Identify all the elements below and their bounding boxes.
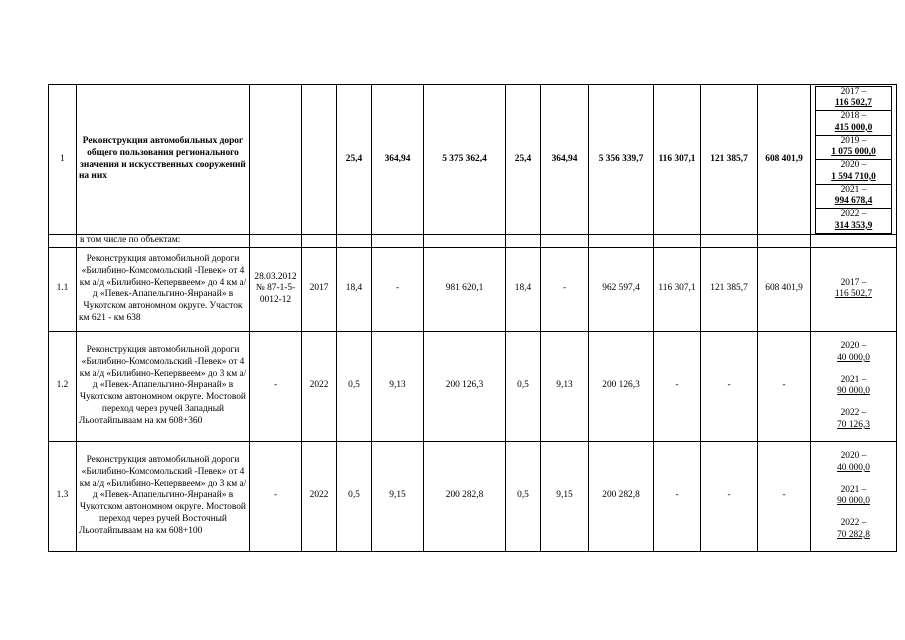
- commission-year: 2017: [302, 247, 337, 331]
- approval-cell: 28.03.2012 № 87-1-5-0012-12: [250, 247, 302, 331]
- plan-amount: 90 000,0: [837, 386, 870, 397]
- plan-year: 2022 –: [840, 209, 867, 219]
- plan-amount: 994 678,4: [834, 196, 873, 207]
- cell-c3: 200 126,3: [424, 331, 506, 441]
- cell-c7: 116 307,1: [654, 85, 701, 235]
- plan-year: 2022 –: [840, 408, 867, 418]
- commission-year: [302, 85, 337, 235]
- plan-year: 2018 –: [840, 111, 867, 121]
- cell-c3: 981 620,1: [424, 247, 506, 331]
- row-number: 1: [49, 85, 77, 235]
- cell-c3: 200 282,8: [424, 441, 506, 551]
- table-row: [49, 331, 897, 441]
- cell-c4: 18,4: [506, 247, 541, 331]
- table-row-total: [49, 85, 897, 235]
- plan-amount: 415 000,0: [834, 122, 873, 133]
- cell-c2: 9,13: [372, 331, 424, 441]
- cell-c7: -: [654, 331, 701, 441]
- cell-c4: 0,5: [506, 441, 541, 551]
- table-row: [49, 247, 897, 331]
- cell-c3: 5 375 362,4: [424, 85, 506, 235]
- plan-entry: [816, 209, 891, 233]
- cell-c1: 0,5: [337, 441, 372, 551]
- cell-c9: 608 401,9: [758, 85, 811, 235]
- financing-plan: [811, 247, 897, 331]
- cell-c2: 9,15: [372, 441, 424, 551]
- plan-amount: 116 502,7: [835, 98, 872, 109]
- cell-c1: 25,4: [337, 85, 372, 235]
- plan-amount: 116 502,7: [834, 289, 873, 300]
- plan-year: 2017 –: [840, 86, 867, 97]
- object-name: Реконструкция автомобильной дороги «Билибино-Комсомольский -Певек» от 4 км а/д «Билибино-Кеперввеем» до 4 км а/д «Певек-Апапельгино-Янранай» в Чукотском автономном округе. Участок км 621 - км 638: [77, 247, 250, 331]
- plan-year: 2017 –: [840, 277, 867, 288]
- plan-amount: 90 000,0: [837, 496, 870, 507]
- cell-c7: 116 307,1: [654, 247, 701, 331]
- plan-year: 2021 –: [840, 184, 867, 195]
- plan-amount: 314 353,9: [834, 220, 873, 231]
- cell-c6: 200 126,3: [589, 331, 654, 441]
- plan-entry: [816, 111, 891, 136]
- cell-c5: -: [541, 247, 589, 331]
- plan-amount: 70 282,8: [837, 529, 870, 540]
- cell-c6: 5 356 339,7: [589, 85, 654, 235]
- plan-entry: [816, 185, 891, 210]
- cell-c8: -: [701, 441, 758, 551]
- commission-year: 2022: [302, 441, 337, 551]
- cell-c5: 364,94: [541, 85, 589, 235]
- plan-amount: 70 126,3: [837, 419, 870, 430]
- investment-objects-table: [48, 84, 897, 552]
- cell-c6: 962 597,4: [589, 247, 654, 331]
- cell-c9: -: [758, 331, 811, 441]
- cell-c1: 18,4: [337, 247, 372, 331]
- cell-c5: 9,13: [541, 331, 589, 441]
- cell-c1: 0,5: [337, 331, 372, 441]
- object-name: Реконструкция автомобильной дороги «Билибино-Комсомольский -Певек» от 4 км а/д «Билибино-Кеперввеем» до 3 км а/д «Певек-Апапельгино-Янранай» в Чукотском автономном округе. Мостовой переход через ручей Западный Льоотайпываам на км 608+360: [77, 331, 250, 441]
- cell-c9: 608 401,9: [758, 247, 811, 331]
- plan-year: 2020 –: [840, 451, 867, 461]
- plan-year: 2021 –: [840, 484, 867, 495]
- plan-year: 2021 –: [840, 374, 867, 385]
- object-name: Реконструкция автомобильных дорог общего пользования регионального значения и искусственных сооружений на них: [77, 85, 250, 235]
- subheading-label: в том числе по объектам:: [77, 235, 250, 248]
- cell-c6: 200 282,8: [589, 441, 654, 551]
- plan-entry: [816, 87, 891, 112]
- plan-amount: 1 594 710,0: [831, 171, 876, 182]
- approval-cell: -: [250, 441, 302, 551]
- cell-c2: -: [372, 247, 424, 331]
- object-name: Реконструкция автомобильной дороги «Билибино-Комсомольский -Певек» от 4 км а/д «Билибино-Кеперввеем» до 3 км а/д «Певек-Апапельгино-Янранай» в Чукотском автономном округе. Мостовой переход через ручей Восточный Льоотайпываам на км 608+100: [77, 441, 250, 551]
- table-row-subheading: [49, 235, 897, 248]
- plan-entry: [816, 160, 891, 185]
- row-number: 1.1: [49, 247, 77, 331]
- table-row: [49, 441, 897, 551]
- plan-entry: [816, 136, 891, 161]
- financing-plan: [811, 331, 897, 441]
- commission-year: 2022: [302, 331, 337, 441]
- plan-year: 2020 –: [840, 160, 867, 170]
- cell-c8: 121 385,7: [701, 85, 758, 235]
- cell-c8: 121 385,7: [701, 247, 758, 331]
- financing-plan: [811, 441, 897, 551]
- plan-amount: 40 000,0: [837, 462, 870, 473]
- financing-plan: [811, 85, 897, 235]
- row-number: 1.3: [49, 441, 77, 551]
- cell-c8: -: [701, 331, 758, 441]
- cell-c7: -: [654, 441, 701, 551]
- plan-year: 2022 –: [840, 518, 867, 528]
- plan-year: 2019 –: [840, 135, 867, 146]
- cell-c5: 9,15: [541, 441, 589, 551]
- plan-amount: 40 000,0: [837, 352, 870, 363]
- plan-year: 2020 –: [840, 341, 867, 351]
- plan-amount: 1 075 000,0: [831, 147, 876, 158]
- financing-plan-list: [815, 86, 892, 234]
- approval-cell: [250, 85, 302, 235]
- cell-c9: -: [758, 441, 811, 551]
- cell-c4: 25,4: [506, 85, 541, 235]
- approval-cell: -: [250, 331, 302, 441]
- cell-c2: 364,94: [372, 85, 424, 235]
- row-number: 1.2: [49, 331, 77, 441]
- cell-c4: 0,5: [506, 331, 541, 441]
